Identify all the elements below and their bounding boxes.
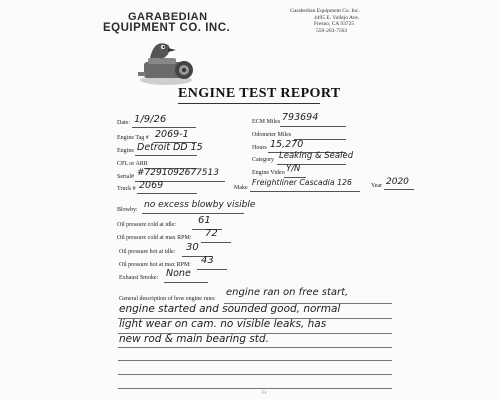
mascot-engine-icon bbox=[130, 36, 210, 88]
description-rule5 bbox=[118, 360, 392, 361]
year-value: 2020 bbox=[386, 177, 409, 187]
oil-cold-max-line bbox=[201, 242, 231, 243]
oil-cold-idle-label: Oil pressure cold at idle: bbox=[117, 222, 176, 228]
exhaust-smoke-line bbox=[164, 282, 208, 283]
date-value: 1/9/26 bbox=[134, 114, 167, 125]
cpl-label: CPL or ARR bbox=[117, 161, 148, 167]
description-rule7 bbox=[118, 388, 392, 389]
oil-hot-max-line bbox=[197, 269, 227, 270]
description-rule6 bbox=[118, 374, 392, 375]
year-line bbox=[384, 189, 414, 190]
description-line1: engine ran on free start, bbox=[226, 287, 349, 298]
address-line1: Garabedian Equipment Co. Inc. bbox=[290, 8, 360, 14]
make-line bbox=[250, 191, 360, 192]
description-line3: light wear on cam. no visible leaks, has bbox=[119, 318, 327, 330]
truck-line bbox=[137, 193, 197, 194]
year-label: Year bbox=[371, 183, 383, 189]
truck-value: 2069 bbox=[139, 180, 164, 191]
hours-value: 15,270 bbox=[270, 139, 304, 150]
engine-video-value: Y/N bbox=[286, 164, 301, 174]
engine-video-label: Engine Video bbox=[252, 170, 285, 176]
engine-label: Engine bbox=[117, 148, 134, 154]
blowby-label: Blowby: bbox=[117, 207, 138, 213]
oil-hot-max-label: Oil pressure hot at max RPM: bbox=[119, 262, 191, 268]
hours-label: Hours bbox=[252, 145, 267, 151]
description-rule4 bbox=[118, 347, 392, 348]
make-label: Make bbox=[234, 185, 248, 191]
make-value: Freightliner Cascadia 126 bbox=[252, 178, 352, 187]
description-line2: engine started and sounded good, normal bbox=[119, 303, 341, 315]
date-line bbox=[132, 127, 196, 128]
date-label: Date: bbox=[117, 120, 130, 126]
blowby-value: no excess blowby visible bbox=[144, 200, 256, 210]
blowby-line bbox=[142, 213, 244, 214]
oil-cold-idle-value: 61 bbox=[198, 215, 211, 226]
address-line4: 559-263-7563 bbox=[316, 27, 348, 34]
address-line3: Fresno, CA 93725 bbox=[314, 21, 355, 28]
category-label: Category bbox=[252, 157, 274, 163]
engine-line bbox=[135, 155, 197, 156]
company-logo-line2: EQUIPMENT CO. INC. bbox=[103, 22, 231, 34]
oil-cold-max-value: 72 bbox=[205, 228, 218, 239]
address-line2: 4495 E. Vallejo Ave. bbox=[314, 14, 360, 21]
ecm-miles-label: ECM Miles bbox=[252, 119, 281, 125]
engine-tag-label: Engine Tag # bbox=[117, 135, 149, 141]
company-logo-line1: GARABEDIAN bbox=[128, 11, 208, 23]
engine-tag-value: 2069-1 bbox=[155, 129, 189, 140]
ecm-miles-line bbox=[280, 126, 346, 127]
title-underline bbox=[178, 103, 320, 104]
odometer-label: Odometer Miles bbox=[252, 132, 292, 138]
report-title: ENGINE TEST REPORT bbox=[178, 86, 341, 101]
exhaust-smoke-value: None bbox=[166, 268, 191, 279]
serial-value: #7291092677513 bbox=[137, 168, 219, 178]
category-value: Leaking & Sealed bbox=[279, 151, 354, 161]
oil-cold-max-label: Oil pressure cold at max RPM: bbox=[117, 235, 192, 241]
company-address bbox=[290, 8, 360, 34]
description-label: General description of how engine runs: bbox=[119, 296, 216, 302]
oil-hot-idle-value: 30 bbox=[186, 242, 199, 253]
description-line4: new rod & main bearing std. bbox=[119, 333, 269, 345]
truck-label: Truck # bbox=[117, 186, 136, 192]
exhaust-smoke-label: Exhaust Smoke: bbox=[119, 275, 159, 281]
footer-mark: Fc bbox=[262, 391, 267, 396]
oil-hot-idle-label: Oil pressure hot at idle: bbox=[119, 249, 176, 255]
engine-value: Detroit DD 15 bbox=[137, 142, 203, 153]
ecm-miles-value: 793694 bbox=[282, 112, 319, 123]
oil-hot-max-value: 43 bbox=[201, 255, 214, 266]
serial-label: Serial# bbox=[117, 174, 134, 180]
